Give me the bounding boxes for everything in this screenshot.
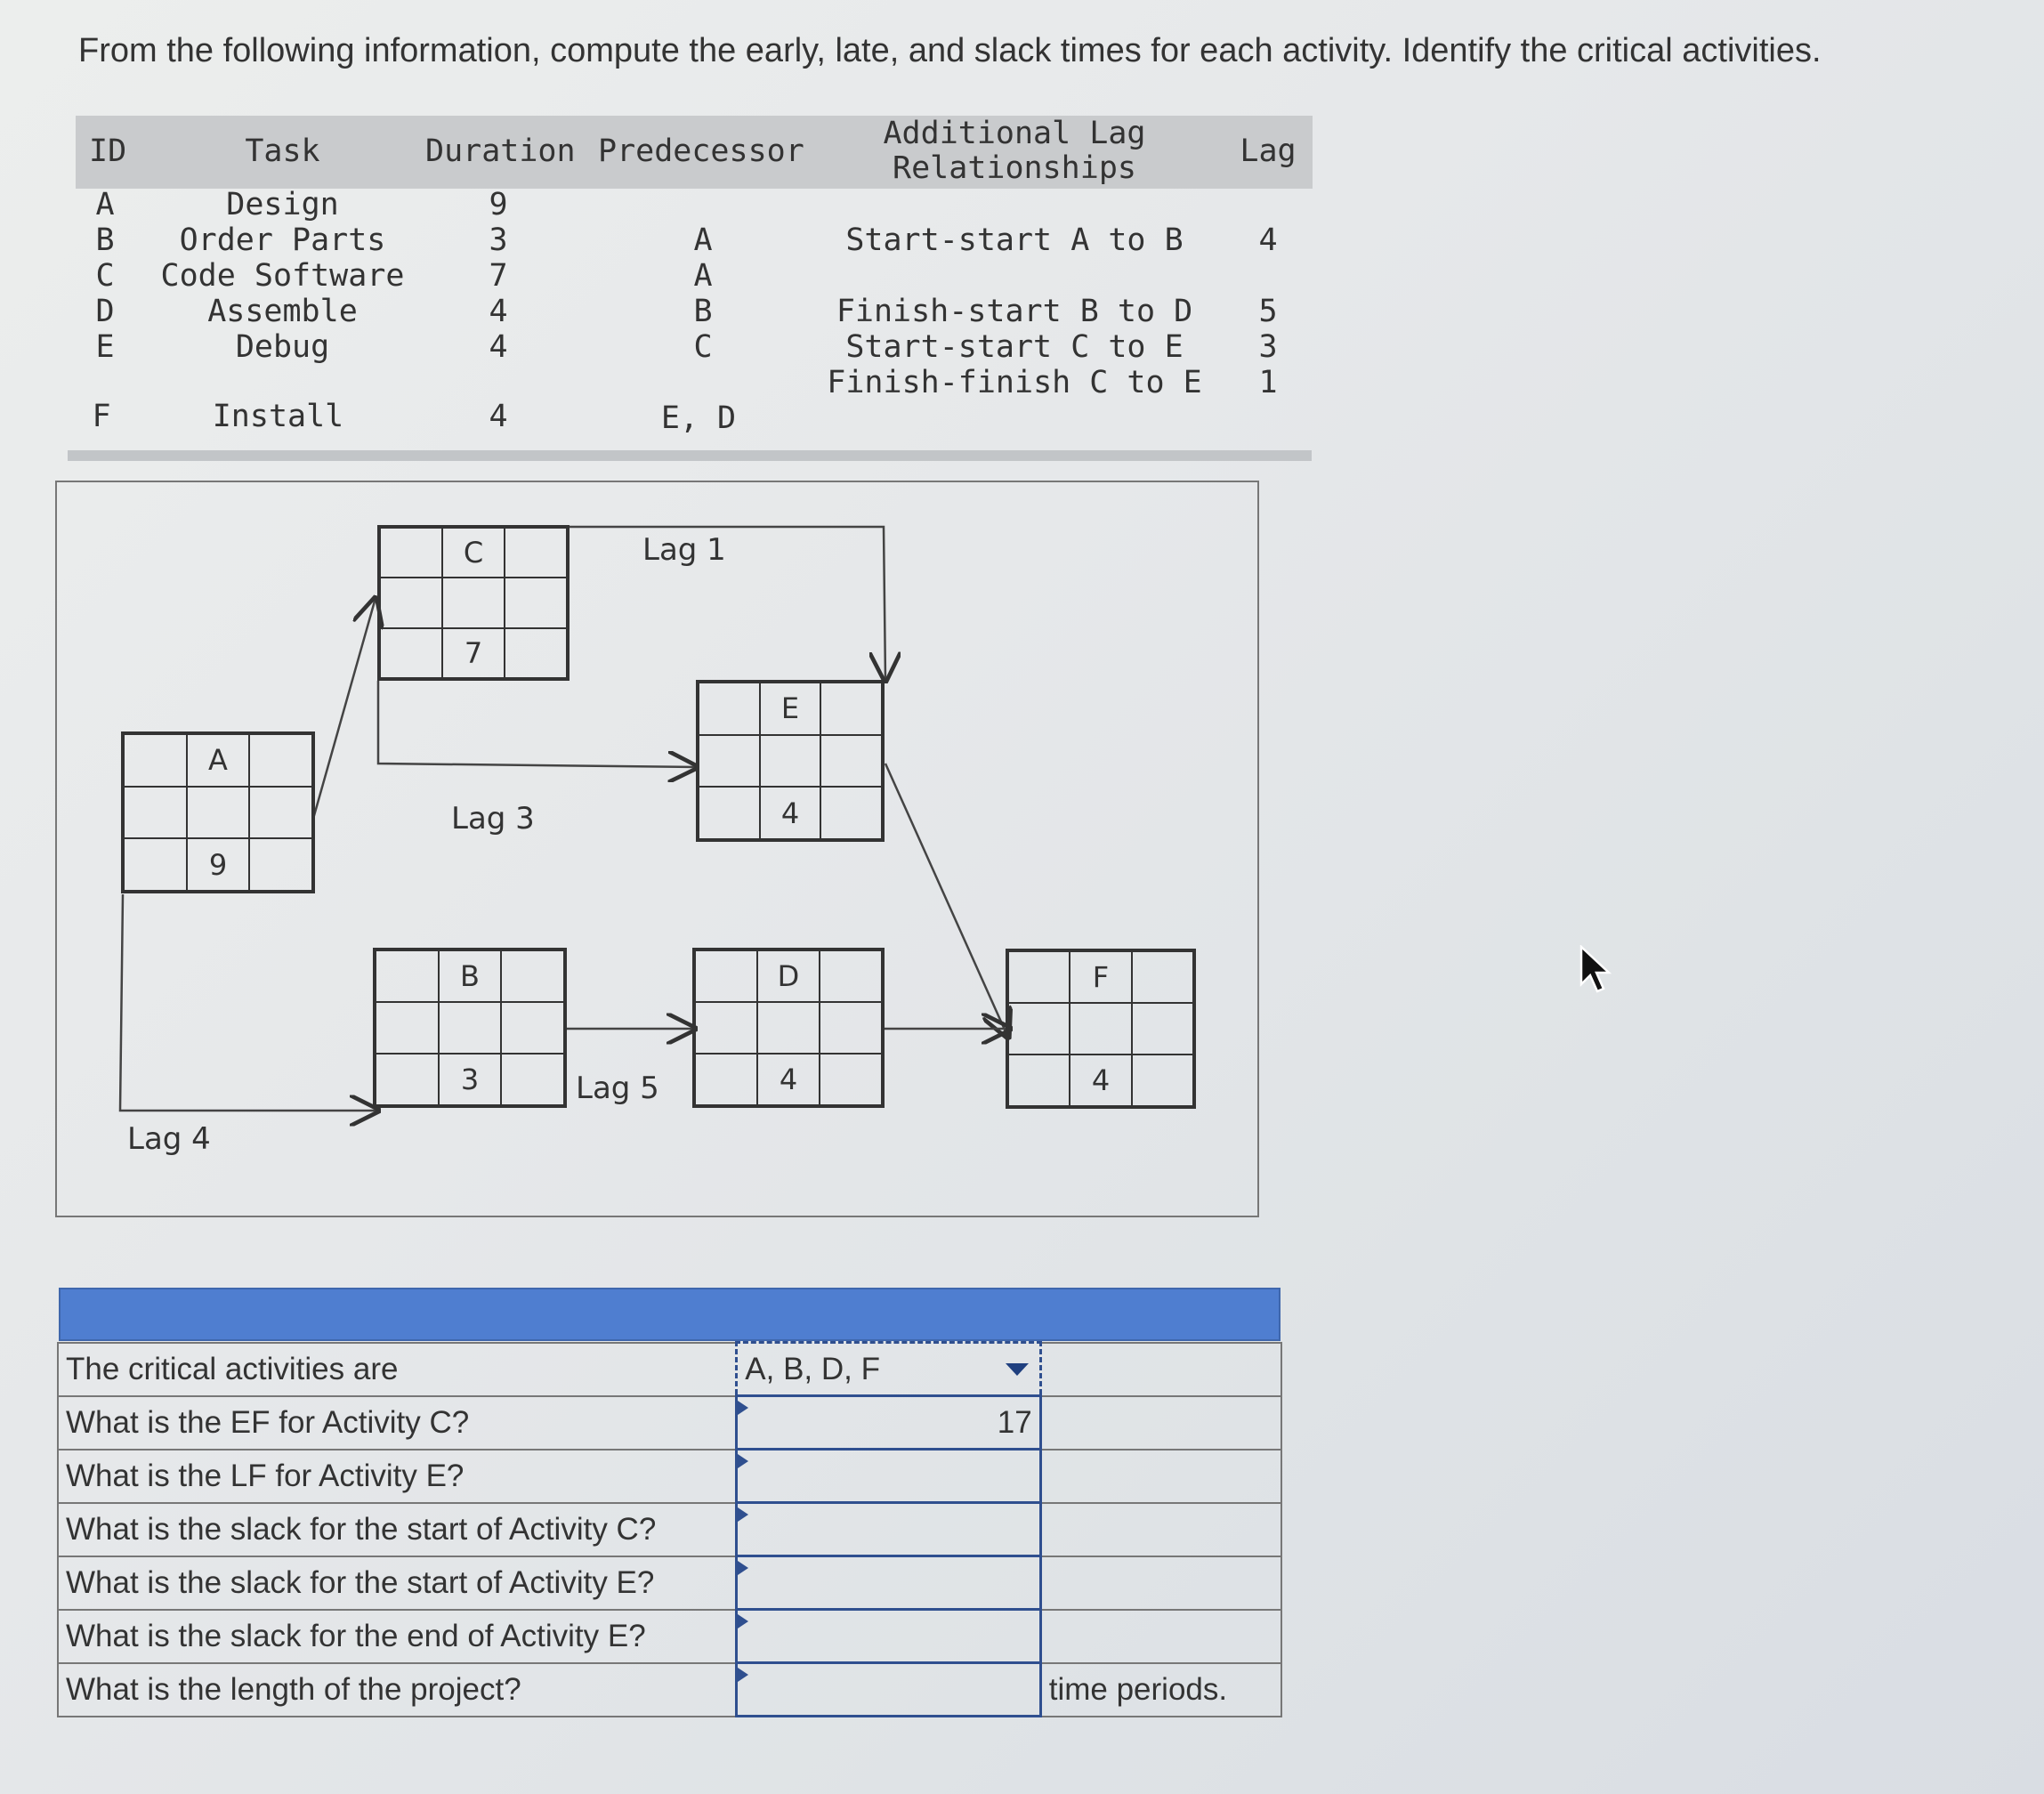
form-header-bar: [59, 1288, 1281, 1341]
header-task: Task: [245, 133, 320, 169]
node-c-duration: 7: [442, 628, 505, 678]
node-d: [692, 948, 885, 1108]
unit-cell: [1040, 1610, 1281, 1663]
answer-ef-c-value: 17: [997, 1404, 1032, 1440]
input-marker-icon: [738, 1561, 748, 1575]
question-slack-end-e: What is the slack for the end of Activity E?: [58, 1610, 737, 1663]
row-e-predecessor: C: [693, 329, 713, 365]
row-e2-relationship: Finish-finish C to E: [827, 365, 1202, 400]
row-d-lag: 5: [1258, 294, 1278, 329]
row-e-task: Debug: [235, 329, 330, 365]
node-b-duration: 3: [439, 1054, 502, 1105]
question-project-length: What is the length of the project?: [58, 1663, 737, 1717]
row-f-id: F: [92, 399, 111, 434]
row-b-task: Order Parts: [179, 222, 386, 258]
node-a-label: A: [187, 734, 250, 787]
arrow-a-to-c: [313, 598, 376, 819]
node-b: [373, 948, 567, 1108]
row-e-relationship: Start-start C to E: [845, 329, 1184, 365]
node-e-duration: 4: [760, 787, 821, 839]
unit-cell: [1040, 1503, 1281, 1556]
input-marker-icon: [738, 1401, 748, 1415]
mouse-cursor-icon: [1579, 945, 1615, 997]
row-b-relationship: Start-start A to B: [845, 222, 1184, 258]
row-b-predecessor: A: [693, 222, 713, 258]
unit-cell: [1040, 1556, 1281, 1610]
row-c-duration: 7: [489, 258, 508, 294]
question-slack-start-e: What is the slack for the start of Activity E?: [58, 1556, 737, 1610]
node-e-label: E: [760, 683, 821, 735]
node-d-label: D: [757, 950, 820, 1002]
question-critical-activities: The critical activities are: [58, 1343, 737, 1396]
input-marker-icon: [738, 1507, 748, 1522]
form-row: [58, 1450, 1281, 1503]
row-b-lag: 4: [1258, 222, 1278, 258]
row-d-predecessor: B: [693, 294, 713, 329]
node-c-label: C: [442, 528, 505, 578]
answer-ef-c-input[interactable]: [737, 1396, 1040, 1450]
input-marker-icon: [738, 1614, 748, 1628]
answer-lf-e-input[interactable]: [737, 1450, 1040, 1503]
instruction-text: From the following information, compute the early, late, and slack times for each activity. Identify the critical activities.: [78, 32, 1822, 69]
node-d-duration: 4: [757, 1054, 820, 1105]
critical-activities-value: A, B, D, F: [745, 1351, 880, 1386]
lag-4-label: Lag 4: [127, 1121, 211, 1157]
project-length-unit: time periods.: [1040, 1663, 1281, 1717]
dropdown-caret-icon: [1006, 1363, 1029, 1376]
answer-form: [57, 1341, 1282, 1717]
answer-slack-start-c-input[interactable]: [737, 1503, 1040, 1556]
input-marker-icon: [738, 1668, 748, 1682]
row-e-duration: 4: [489, 329, 508, 365]
header-predecessor: Predecessor: [598, 133, 804, 169]
node-f-duration: 4: [1070, 1055, 1131, 1106]
lag-5-label: Lag 5: [576, 1071, 659, 1106]
row-c-predecessor: A: [693, 258, 713, 294]
answer-slack-end-e-input[interactable]: [737, 1610, 1040, 1663]
unit-cell: [1040, 1396, 1281, 1450]
question-lf-e: What is the LF for Activity E?: [58, 1450, 737, 1503]
lag-1-label: Lag 1: [642, 532, 726, 568]
header-duration: Duration: [425, 133, 576, 169]
question-ef-c: What is the EF for Activity C?: [58, 1396, 737, 1450]
row-f-duration: 4: [489, 399, 508, 434]
row-e2-lag: 1: [1258, 365, 1278, 400]
row-f-predecessor: E, D: [660, 400, 737, 436]
row-a-task: Design: [226, 187, 339, 222]
node-f-label: F: [1070, 951, 1131, 1003]
row-d-duration: 4: [489, 294, 508, 329]
node-f: [1006, 949, 1196, 1109]
node-b-label: B: [439, 950, 502, 1002]
answer-project-length-input[interactable]: [737, 1663, 1040, 1717]
row-d-id: D: [95, 294, 115, 329]
answer-slack-start-e-input[interactable]: [737, 1556, 1040, 1610]
row-f-task: Install: [212, 399, 344, 434]
row-e-id: E: [95, 329, 115, 365]
node-e: [696, 680, 885, 842]
row-c-task: Code Software: [160, 258, 405, 294]
node-c: [377, 525, 570, 681]
unit-cell: [1040, 1450, 1281, 1503]
row-b-id: B: [95, 222, 115, 258]
header-id: ID: [89, 133, 127, 169]
row-e-lag: 3: [1258, 329, 1278, 365]
form-row: [58, 1503, 1281, 1556]
node-a: [121, 731, 315, 893]
unit-cell: [1040, 1343, 1281, 1396]
header-additional-line1: Additional Lag: [883, 116, 1146, 151]
lag-3-label: Lag 3: [451, 801, 535, 836]
header-lag: Lag: [1240, 133, 1297, 169]
row-d-task: Assemble: [207, 294, 358, 329]
arrow-c-to-e-ss: [378, 681, 697, 767]
row-a-duration: 9: [489, 187, 508, 222]
arrow-c-to-e-ff: [568, 527, 885, 681]
form-row: [58, 1396, 1281, 1450]
form-row: [58, 1556, 1281, 1610]
row-d-relationship: Finish-start B to D: [836, 294, 1193, 329]
question-slack-start-c: What is the slack for the start of Activity C?: [58, 1503, 737, 1556]
header-additional-line2: Relationships: [893, 150, 1136, 186]
form-row: [58, 1343, 1281, 1396]
row-b-duration: 3: [489, 222, 508, 258]
critical-activities-select[interactable]: [737, 1343, 1040, 1396]
row-c-id: C: [95, 258, 115, 294]
form-row: [58, 1610, 1281, 1663]
row-a-id: A: [95, 187, 115, 222]
input-marker-icon: [738, 1454, 748, 1468]
form-row: [58, 1663, 1281, 1717]
arrow-a-to-b: [120, 894, 378, 1111]
arrow-e-to-f: [885, 764, 1008, 1038]
node-a-duration: 9: [187, 838, 250, 891]
